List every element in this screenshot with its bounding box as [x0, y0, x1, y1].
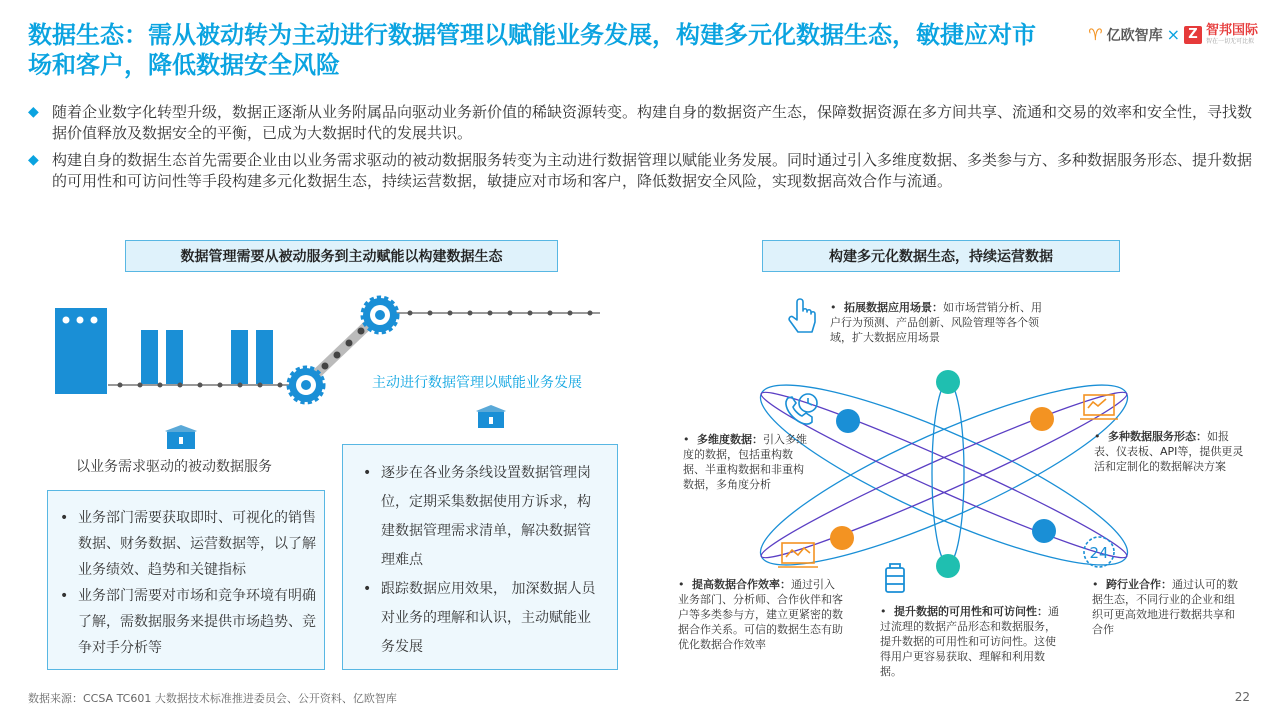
node-top-teal — [936, 370, 960, 394]
feature-text: 引入多维度的数据，包括重构数据、半重构数据和非重构数据，多角度分析 — [683, 433, 807, 491]
clock-24-text: 24 — [1089, 544, 1109, 562]
list-item: • 逐步在各业务条线设置数据管理岗位，定期采集数据使用方诉求，构建数据管理需求清单，解决数据管理难点 — [363, 459, 603, 575]
box-icon — [165, 425, 197, 449]
feature-text: 通过认可的数据生态，不同行业的企业和组织可更高效地进行数据共享和合作 — [1092, 578, 1238, 636]
logo-zhibang-name: 智邦国际 — [1205, 23, 1258, 38]
active-management-box — [342, 444, 618, 670]
feature-title: 提升数据的可用性和可访问性： — [894, 605, 1048, 618]
intro-bullet — [28, 102, 1253, 144]
bar-icon — [166, 330, 183, 384]
box-icon — [476, 405, 506, 428]
passive-service-box — [47, 490, 325, 670]
feature-cooperation: • 提高数据合作效率：通过引入业务部门、分析师、合作伙伴和客户等多类参与方，建立更紧密的数据合作关系。可信的数据生态有助优化数据合作效率 — [678, 578, 843, 651]
feature-availability: • 提升数据的可用性和可访问性：通过流理的数据产品形态和数据服务，提升数据的可用性和可访问性。这使得用户更容易获取、理解和利用数据。 — [880, 605, 1059, 678]
intro-bullets — [28, 102, 1253, 198]
active-management-label: 主动进行数据管理以赋能业务发展 — [372, 375, 582, 391]
chart-icon — [778, 543, 818, 567]
logo-zhibang-tagline: 智在一切无可比拟 — [1205, 38, 1254, 45]
database-icon — [886, 564, 904, 592]
node-lower-right-blue — [1032, 519, 1056, 543]
feature-multidim: • 多维度数据：引入多维度的数据，包括重构数据、半重构数据和非重构数据，多角度分析 — [683, 433, 807, 491]
list-item-text: 逐步在各业务条线设置数据管理岗位，定期采集数据使用方诉求，构建数据管理需求清单，解决数据管理难点 — [381, 465, 591, 568]
intro-bullet — [28, 150, 1253, 192]
gear-icon — [289, 368, 323, 402]
left-heading-box: 数据管理需要从被动服务到主动赋能以构建数据生态 — [125, 240, 558, 272]
feature-title: 拓展数据应用场景： — [844, 301, 943, 314]
bar-icon — [231, 330, 248, 384]
node-lower-left-orange — [830, 526, 854, 550]
logo-zhibang — [1206, 24, 1258, 45]
zhibang-mark-icon: Z — [1184, 26, 1202, 44]
node-bottom-teal — [936, 554, 960, 578]
logo-yiou: 亿欧智库 — [1106, 27, 1163, 44]
feature-forms: • 多种数据服务形态：如报表、仪表板、API等，提供更灵活和定制化的数据解决方案 — [1094, 430, 1244, 473]
feature-text: 通过流理的数据产品形态和数据服务，提升数据的可用性和可访问性。这使得用户更容易获取、理解和利用数据。 — [880, 605, 1059, 678]
list-item: • 业务部门需要获取即时、可视化的销售数据、财务数据、运营数据等，以了解业务绩效、趋势和关键指标 — [60, 505, 324, 583]
data-source: 数据来源：CCSA TC601 大数据技术标准推进委员会、公开资料、亿欧智库 — [28, 692, 397, 705]
node-upper-left-blue — [836, 409, 860, 433]
feature-title: 跨行业合作： — [1106, 578, 1172, 591]
page-title: 数据生态：需从被动转为主动进行数据管理以赋能业务发展，构建多元化数据生态，敏捷应对市场和客户，降低数据安全风险 — [28, 21, 1036, 79]
feature-text: 如报表、仪表板、API等，提供更灵活和定制化的数据解决方案 — [1094, 430, 1244, 473]
page-number: 22 — [1234, 690, 1250, 704]
hand-pointer-icon — [789, 299, 815, 332]
feature-title: 提高数据合作效率： — [692, 578, 791, 591]
logo-separator: × — [1166, 25, 1180, 44]
intro-bullet-text: 随着企业数字化转型升级，数据正逐渐从业务附属品向驱动业务新价值的稀缺资源转变。构建自身的数据资产生态，保障数据资源在多方间共享、流通和交易的效率和安全性，寻找数据价值释放及数据安全的平衡，已成为大数据时代的发展共识。 — [52, 103, 1253, 142]
node-upper-right-orange — [1030, 407, 1054, 431]
diamond-bullet-icon: ◆ — [28, 104, 39, 120]
yiou-leaf-icon: ♈ — [1088, 25, 1103, 44]
feature-title: 多种数据服务形态： — [1108, 430, 1207, 443]
right-heading-box: 构建多元化数据生态，持续运营数据 — [762, 240, 1120, 272]
feature-cross-industry: • 跨行业合作：通过认可的数据生态，不同行业的企业和组织可更高效地进行数据共享和合作 — [1092, 578, 1238, 636]
list-item-text: 跟踪数据应用效果， 加深数据人员对业务的理解和认识，主动赋能业务发展 — [381, 581, 596, 655]
feature-text: 如市场营销分析、用户行为预测、产品创新、风险管理等各个领域，扩大数据应用场景 — [830, 301, 1042, 344]
list-item: • 跟踪数据应用效果， 加深数据人员对业务的理解和认识，主动赋能业务发展 — [363, 575, 603, 662]
phone-clock-icon — [786, 394, 817, 424]
bar-icon — [141, 330, 158, 384]
logo-group — [1088, 24, 1258, 45]
intro-bullet-text: 构建自身的数据生态首先需要企业由以业务需求驱动的被动数据服务转变为主动进行数据管理以赋能业务发展。同时通过引入多维度数据、多类参与方、多种数据服务形态、提升数据的可用性和可访问性等手段构建多元化数据生态，持续运营数据，敏捷应对市场和客户，降低数据安全风险，实现数据高效合作与流通。 — [52, 151, 1253, 190]
gear-icon — [363, 298, 397, 332]
diamond-bullet-icon: ◆ — [28, 152, 39, 168]
list-item: • 业务部门需要对市场和竞争环境有明确了解，需数据服务来提供市场趋势、竞争对手分析等 — [60, 583, 324, 661]
feature-scenario: • 拓展数据应用场景：如市场营销分析、用户行为预测、产品创新、风险管理等各个领域，扩大数据应用场景 — [830, 301, 1042, 344]
server-icon — [55, 308, 107, 394]
passive-service-label: 以业务需求驱动的被动数据服务 — [76, 459, 272, 475]
feature-text: 通过引入业务部门、分析师、合作伙伴和客户等多类参与方，建立更紧密的数据合作关系。可信的数据生态有助优化数据合作效率 — [678, 578, 843, 651]
list-item-text: 业务部门需要获取即时、可视化的销售数据、财务数据、运营数据等，以了解业务绩效、趋势和关键指标 — [78, 510, 316, 578]
feature-title: 多维度数据： — [697, 433, 763, 446]
bar-icon — [256, 330, 273, 384]
list-item-text: 业务部门需要对市场和竞争环境有明确了解，需数据服务来提供市场趋势、竞争对手分析等 — [78, 588, 316, 656]
